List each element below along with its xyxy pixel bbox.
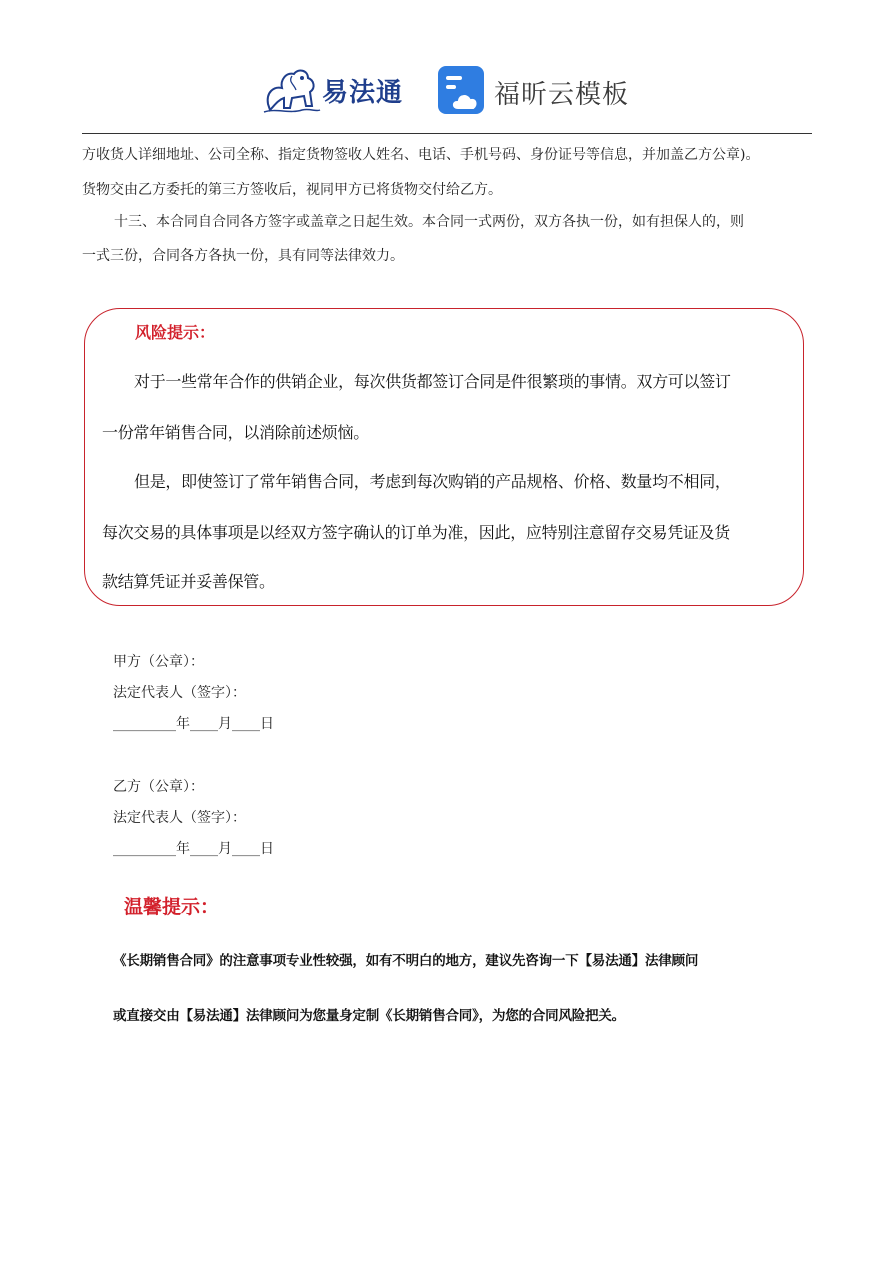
party-a-date: _________年____月____日 [113, 716, 274, 732]
party-b-representative: 法定代表人（签字）： [113, 810, 246, 826]
contract-line: 一式三份，合同各方各执一份，具有同等法律效力。 [82, 248, 404, 264]
cloud-template-icon [436, 64, 488, 118]
warm-tip-line: 或直接交由【易法通】法律顾问为您量身定制《长期销售合同》，为您的合同风险把关。 [113, 1008, 625, 1024]
warm-tip-title: 温馨提示： [124, 896, 220, 918]
contract-line: 方收货人详细地址、公司全称、指定货物签收人姓名、电话、手机号码、身份证号等信息，并加盖乙方公章)。 [82, 147, 760, 163]
qilin-logo-icon [262, 62, 322, 118]
party-a-representative: 法定代表人（签字）： [113, 685, 246, 701]
contract-clause-13: 十三、本合同自合同各方签字或盖章之日起生效。本合同一式两份，双方各执一份，如有担保人的，则 [114, 214, 744, 230]
yifatong-logo [262, 62, 412, 118]
foxit-brand-text: 福昕云模板 [494, 80, 630, 110]
risk-notice-title: 风险提示： [135, 323, 216, 342]
party-b-date: _________年____月____日 [113, 841, 274, 857]
party-b-seal: 乙方（公章）： [113, 779, 204, 795]
foxit-logo [436, 64, 636, 118]
risk-notice-line: 对于一些常年合作的供销企业，每次供货都签订合同是件很繁琐的事情。双方可以签订 [134, 372, 731, 391]
party-a-seal: 甲方（公章）： [113, 654, 204, 670]
risk-notice-line: 每次交易的具体事项是以经双方签字确认的订单为准，因此，应特别注意留存交易凭证及货 [102, 523, 731, 542]
warm-tip-line: 《长期销售合同》的注意事项专业性较强，如有不明白的地方，建议先咨询一下【易法通】法律顾问 [113, 953, 699, 969]
risk-notice-line: 但是，即使签订了常年销售合同，考虑到每次购销的产品规格、价格、数量均不相同， [134, 472, 731, 491]
risk-notice-line: 款结算凭证并妥善保管。 [102, 572, 275, 591]
contract-line: 货物交由乙方委托的第三方签收后，视同甲方已将货物交付给乙方。 [82, 182, 502, 198]
header-divider [82, 133, 812, 134]
risk-notice-box [84, 308, 804, 606]
yifatong-brand-text: 易法通 [322, 78, 404, 108]
risk-notice-line: 一份常年销售合同，以消除前述烦恼。 [102, 423, 369, 442]
